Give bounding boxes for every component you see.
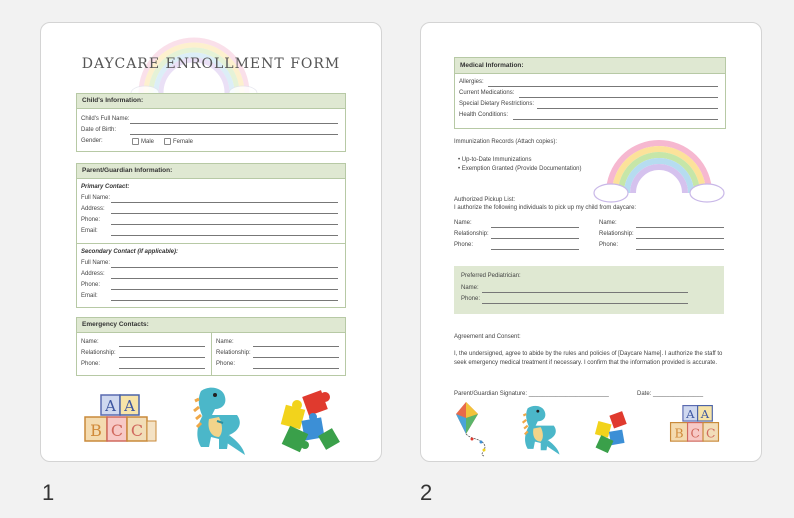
allergies-field[interactable] [488,86,718,87]
pickup-title: Authorized Pickup List: [454,197,516,203]
gender-male-option[interactable] [132,138,154,145]
emergency-2-phone-field[interactable] [253,368,339,369]
medical-info-section [454,57,726,129]
puzzle-illustration [277,387,341,455]
female-label: Female [173,139,194,146]
primary-email-label: Email: [81,228,98,234]
primary-address-label: Address: [81,206,105,212]
pickup-2-phone-field[interactable] [636,249,724,250]
primary-email-field[interactable] [111,235,338,236]
secondary-contact-heading: Secondary Contact (if applicable): [81,249,179,255]
emergency-2-name-field[interactable] [253,346,339,347]
primary-contact-heading: Primary Contact: [81,184,130,190]
diet-label: Special Dietary Restrictions: [459,101,535,107]
pickup-2-name-label: Name: [599,220,617,226]
emergency-contacts-section [76,317,346,376]
secondary-phone-label: Phone: [81,282,101,288]
pediatrician-phone-label: Phone: [461,296,481,302]
emergency-contacts-header: Emergency Contacts: [77,318,345,333]
medications-field[interactable] [519,97,718,98]
pediatrician-name-label: Name: [461,285,479,291]
child-info-header: Child's Information: [77,94,345,109]
male-label: Male [141,139,155,146]
emergency-1-relationship-field[interactable] [119,357,205,358]
block2-letter-a-right: A [700,406,710,421]
emergency-1-phone-label: Phone: [81,361,101,367]
child-full-name-label: Child's Full Name: [81,116,130,122]
secondary-phone-field[interactable] [111,289,338,290]
parent-info-section [76,163,346,308]
health-conditions-label: Health Conditions: [459,112,509,118]
immunization-item-1: • Up-to-Date Immunizations [458,157,532,163]
immunization-item-1-label: Up-to-Date Immunizations [461,157,532,163]
date-field[interactable]: Date: _______________ [637,391,704,397]
primary-phone-field[interactable] [111,224,338,225]
emergency-1-phone-field[interactable] [119,368,205,369]
pickup-2-phone-label: Phone: [599,242,619,248]
parent-info-header: Parent/Guardian Information: [77,164,345,179]
gender-label: Gender: [81,138,103,144]
block-letter-b: B [90,421,102,440]
abc-blocks-illustration [83,393,158,455]
pickup-1-relationship-label: Relationship: [454,231,489,237]
consent-text: I, the undersigned, agree to abide by the rules and policies of [Daycare Name]. I authorize the staff to seek emergency medical treatment if necessary. I confirm that the information provided is accurate. [454,351,723,366]
secondary-name-field[interactable] [111,267,338,268]
pickup-description: I authorize the following individuals to pick up my child from daycare: [454,205,637,211]
form-page-2 [420,22,762,462]
child-info-section [76,93,346,152]
dinosaur-illustration [189,385,247,457]
pediatrician-name-field[interactable] [482,292,688,293]
emergency-1-name-label: Name: [81,339,99,345]
consent-title: Agreement and Consent: [454,334,521,340]
dinosaur-illustration-2 [519,403,561,457]
immunization-title: Immunization Records (Attach copies): [454,139,558,145]
health-conditions-field[interactable] [513,119,718,120]
pickup-2-relationship-field[interactable] [636,238,724,239]
secondary-email-field[interactable] [111,300,338,301]
puzzle-illustration-2 [591,409,637,455]
medications-label: Current Medications: [459,90,515,96]
immunization-item-2-label: Exemption Granted (Provide Documentation) [461,166,582,172]
diet-field[interactable] [537,108,718,109]
block-letter-a-right: A [124,397,135,415]
pickup-2-name-field[interactable] [636,227,724,228]
block2-letter-b: B [674,426,684,441]
primary-name-field[interactable] [111,202,338,203]
emergency-2-phone-label: Phone: [216,361,236,367]
form-page-1 [40,22,382,462]
child-full-name-field[interactable] [130,123,338,124]
signature-field[interactable]: Parent/Guardian Signature: ________________________ [454,391,609,397]
page-number-1: 1 [42,480,55,505]
secondary-name-label: Full Name: [81,260,111,266]
pickup-1-name-field[interactable] [491,227,579,228]
block2-letter-c-2: C [706,426,716,441]
pediatrician-section [454,266,724,314]
block2-letter-a-left: A [686,406,695,421]
male-checkbox[interactable] [132,138,139,145]
block2-letter-c: C [690,426,701,441]
block-letter-a-left: A [105,397,116,415]
dob-field[interactable] [130,134,338,135]
allergies-label: Allergies: [459,79,484,85]
block-letter-c-2: C [130,421,144,440]
emergency-2-relationship-label: Relationship: [216,350,251,356]
kite-illustration [454,400,496,458]
rainbow-illustration-2 [591,127,726,207]
medical-info-header: Medical Information: [455,58,725,74]
gender-female-option[interactable] [164,138,193,145]
abc-blocks-illustration-2 [669,404,727,452]
primary-address-field[interactable] [111,213,338,214]
secondary-address-field[interactable] [111,278,338,279]
female-checkbox[interactable] [164,138,171,145]
secondary-address-label: Address: [81,271,105,277]
pediatrician-title: Preferred Pediatrician: [461,273,521,279]
page-number-2: 2 [420,480,433,505]
emergency-2-relationship-field[interactable] [253,357,339,358]
form-title: DAYCARE ENROLLMENT FORM [81,56,341,72]
immunization-item-2: • Exemption Granted (Provide Documentation) [458,166,582,172]
block-letter-c: C [110,421,124,440]
emergency-2-name-label: Name: [216,339,234,345]
secondary-email-label: Email: [81,293,98,299]
primary-name-label: Full Name: [81,195,111,201]
pickup-2-relationship-label: Relationship: [599,231,634,237]
pediatrician-phone-field[interactable] [482,303,688,304]
pickup-1-phone-label: Phone: [454,242,474,248]
primary-phone-label: Phone: [81,217,101,223]
pickup-1-name-label: Name: [454,220,472,226]
dob-label: Date of Birth: [81,127,117,133]
emergency-1-name-field[interactable] [119,346,205,347]
emergency-1-relationship-label: Relationship: [81,350,116,356]
pickup-1-relationship-field[interactable] [491,238,579,239]
pickup-1-phone-field[interactable] [491,249,579,250]
